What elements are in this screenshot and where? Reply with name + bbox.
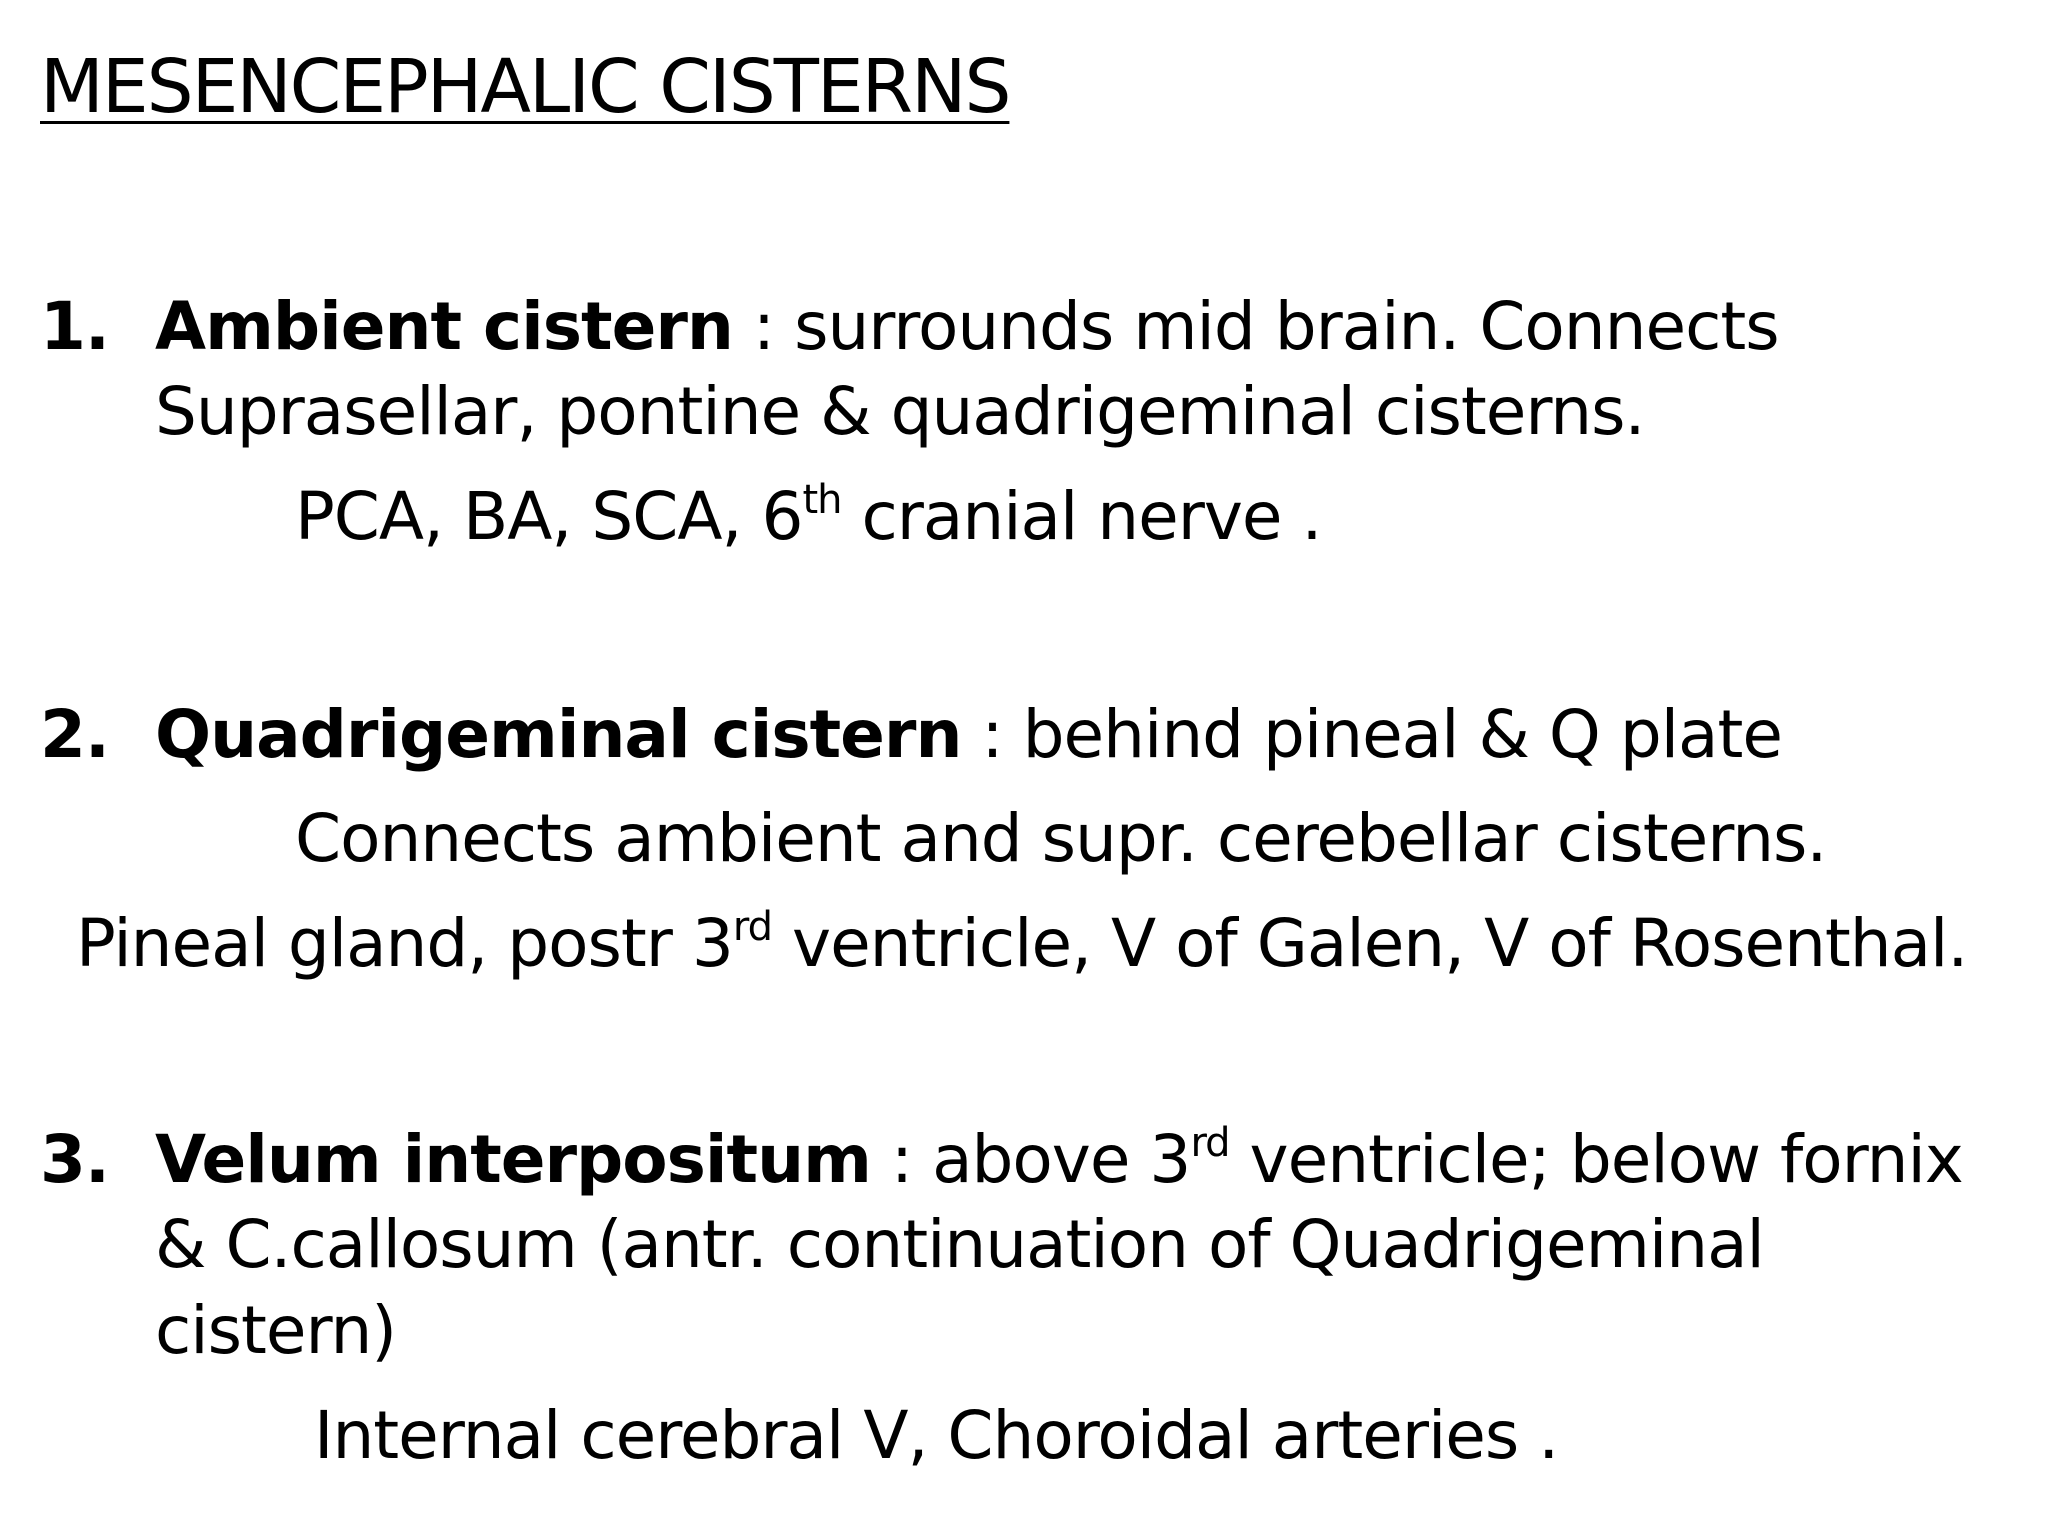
item-3-desc-sup: rd <box>1190 1120 1230 1166</box>
item-2-contents-sup: rd <box>732 904 773 950</box>
item-2-detail: Connects ambient and supr. cerebellar cisterns. <box>295 800 1827 877</box>
item-1-line-2: Suprasellar, pontine & quadrigeminal cisterns. <box>155 373 1645 450</box>
item-2-number: 2. <box>40 696 109 773</box>
item-3-line-1 <box>155 1118 1963 1202</box>
item-2-line-1 <box>155 693 1782 777</box>
item-1-contents <box>295 475 1321 559</box>
item-3-desc-pre: : above 3 <box>870 1121 1191 1198</box>
item-1-contents-sup: th <box>802 477 842 523</box>
item-3-line-3: cistern) <box>155 1292 397 1369</box>
item-1-line-1 <box>155 285 1779 369</box>
item-2-contents-pre: Pineal gland, postr 3 <box>76 905 733 982</box>
item-1-number: 1. <box>40 288 109 365</box>
item-1-contents-pre: PCA, BA, SCA, 6 <box>295 478 803 555</box>
item-2-contents <box>76 902 1967 986</box>
item-2-term: Quadrigeminal cistern <box>155 696 962 773</box>
item-1-contents-post: cranial nerve . <box>841 478 1322 555</box>
item-3-desc-post: ventricle; below fornix <box>1229 1121 1963 1198</box>
item-1-term: Ambient cistern <box>155 288 733 365</box>
slide-title: MESENCEPHALIC CISTERNS <box>40 44 1010 130</box>
item-3-number: 3. <box>40 1121 109 1198</box>
item-2-contents-post: ventricle, V of Galen, V of Rosenthal. <box>772 905 1968 982</box>
item-3-contents: Internal cerebral V, Choroidal arteries . <box>314 1397 1559 1474</box>
item-3-term: Velum interpositum <box>155 1121 871 1198</box>
item-1-desc: : surrounds mid brain. Connects <box>732 288 1779 365</box>
item-2-desc: : behind pineal & Q plate <box>961 696 1782 773</box>
item-3-line-2: & C.callosum (antr. continuation of Quadrigeminal <box>155 1206 1764 1283</box>
